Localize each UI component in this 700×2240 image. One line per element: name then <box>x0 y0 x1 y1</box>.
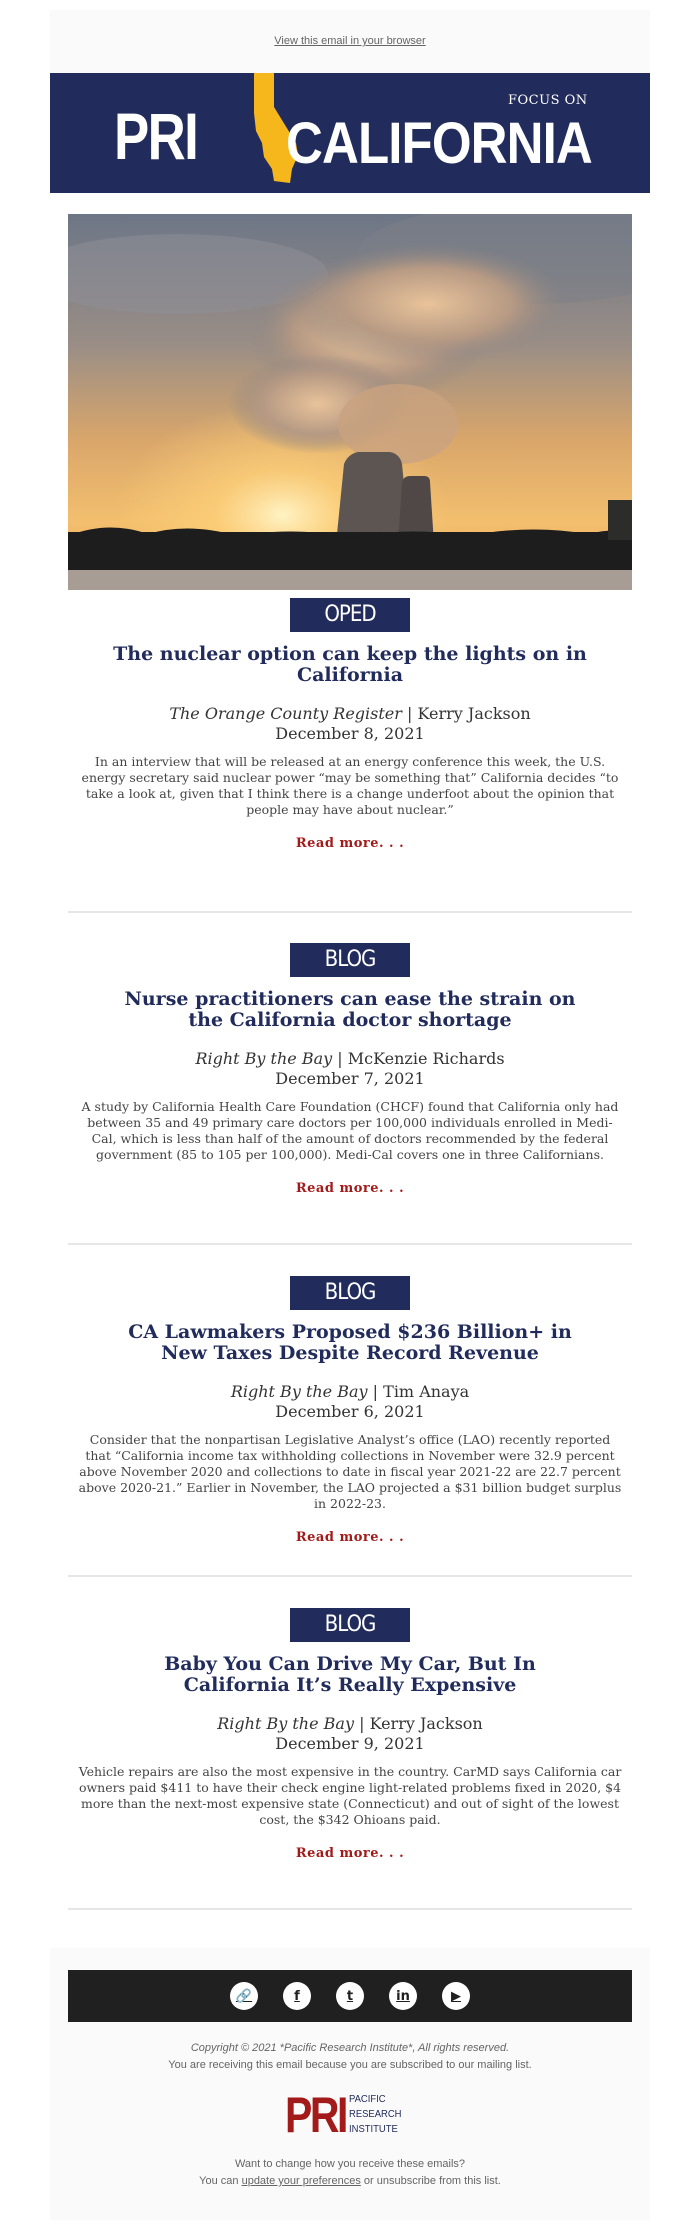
article-tag: OPED <box>290 598 410 632</box>
article-date: December 9, 2021 <box>275 1734 425 1753</box>
section-divider <box>68 1575 632 1577</box>
change-preferences-prompt: Want to change how you receive these emails? <box>234 2158 466 2170</box>
article-author: Kerry Jackson <box>369 1714 483 1733</box>
read-more-link[interactable]: Read more. . . <box>295 1181 405 1196</box>
byline-separator: | <box>372 1382 379 1401</box>
update-preferences-link[interactable]: update your preferences <box>241 2175 361 2187</box>
subscription-reason: You are receiving this email because you are subscribed to our mailing list. <box>168 2059 532 2071</box>
section-divider <box>68 1243 632 1245</box>
article-summary: A study by California Health Care Foundation (CHCF) found that California only had between 35 and 49 primary care doctors per 100,000 individuals enrolled in Medi-Cal, which is less than half of the amount of doctors recommended by the federal government (85 to 105 per 100,000). Medi-Cal covers one in three Californians. <box>81 1099 619 1162</box>
footer <box>50 2040 650 2190</box>
copyright-text: Copyright © 2021 *Pacific Research Institute*, All rights reserved. <box>190 2042 510 2054</box>
preferences-line <box>50 2173 650 2190</box>
facebook-icon[interactable]: f <box>283 1982 311 2010</box>
byline-separator: | <box>337 1049 343 1068</box>
pri-logo-wordmark <box>349 2092 402 2137</box>
email-content <box>50 193 650 1948</box>
article-summary: Vehicle repairs are also the most expensive in the country. CarMD says California car owners paid $411 to have their check engine light-related problems fixed in 2020, $4 more than the next-most expensive state (Connecticut) and out of sight of the lowest cost, the $342 Ohioans paid. <box>78 1764 622 1827</box>
article-tag: BLOG <box>290 1276 410 1310</box>
website-link-icon[interactable]: 🔗 <box>230 1982 258 2010</box>
logo-line: INSTITUTE <box>349 2123 398 2135</box>
article-author: McKenzie Richards <box>347 1049 505 1068</box>
article-date: December 8, 2021 <box>275 724 425 743</box>
article-source: Right By the Bay <box>217 1714 354 1733</box>
byline-separator: | <box>359 1714 365 1733</box>
byline-separator: | <box>407 704 413 723</box>
unsubscribe-text: or unsubscribe from this list. <box>363 2175 501 2187</box>
article-tag: BLOG <box>290 943 410 977</box>
section-divider <box>68 911 632 913</box>
pri-logo-text: PRI <box>114 99 198 173</box>
pri-footer-logo <box>285 2087 415 2143</box>
section-divider <box>68 1908 632 1910</box>
article-author: Kerry Jackson <box>417 704 531 723</box>
preheader <box>50 10 650 74</box>
logo-line: PACIFIC <box>349 2093 386 2105</box>
linkedin-icon[interactable]: in <box>389 1982 417 2010</box>
pri-logo-letters: PRI <box>285 2087 346 2143</box>
article-source: The Orange County Register <box>169 704 402 723</box>
article-headline[interactable]: Nurse practitioners can ease the strain on the California doctor shortage <box>124 988 576 1031</box>
article-1 <box>68 598 632 851</box>
view-in-browser-link[interactable]: View this email in your browser <box>274 35 426 47</box>
header-banner <box>50 73 650 193</box>
article-4 <box>68 1608 632 1861</box>
article-2 <box>68 943 632 1196</box>
article-source: Right By the Bay <box>230 1382 368 1401</box>
article-byline <box>68 1714 632 1734</box>
article-headline[interactable]: Baby You Can Drive My Car, But In California It’s Really Expensive <box>164 1653 536 1696</box>
article-summary: In an interview that will be released at an energy conference this week, the U.S. energy secretary said nuclear power “may be something that” California decides “to take a look at, given that I think there is a change underfoot about the opinion that people may have about nuclear.” <box>81 754 619 817</box>
you-can-text: You can <box>199 2175 239 2187</box>
twitter-icon[interactable]: t <box>336 1982 364 2010</box>
article-byline <box>68 1382 632 1402</box>
article-date: December 7, 2021 <box>275 1069 425 1088</box>
article-byline <box>68 704 632 724</box>
cooling-towers-illustration <box>68 214 632 590</box>
focus-on-label: FOCUS ON <box>508 93 588 108</box>
email-container <box>50 10 650 2220</box>
article-date: December 6, 2021 <box>275 1402 425 1421</box>
article-byline <box>68 1049 632 1069</box>
read-more-link[interactable]: Read more. . . <box>295 1846 405 1861</box>
california-title: CALIFORNIA <box>286 111 592 176</box>
article-headline[interactable]: CA Lawmakers Proposed $236 Billion+ in New Taxes Despite Record Revenue <box>128 1321 572 1364</box>
logo-line: RESEARCH <box>349 2108 402 2120</box>
article-source: Right By the Bay <box>195 1049 333 1068</box>
article-summary: Consider that the nonpartisan Legislative Analyst’s office (LAO) recently reported that “California income tax withholding collections in November were 32.9 percent above November 2020 and collections to date in fiscal year 2021-22 are 22.7 percent above 2020-21.” Earlier in November, the LAO projected a $31 billion budget surplus in 2022-23. <box>78 1432 622 1511</box>
social-links-bar <box>68 1970 632 2022</box>
article-3 <box>68 1276 632 1545</box>
article-headline[interactable]: The nuclear option can keep the lights on in California <box>113 643 587 686</box>
article-author: Tim Anaya <box>383 1382 470 1401</box>
hero-image-cooling-towers <box>68 214 632 590</box>
youtube-icon[interactable]: ▶ <box>442 1982 470 2010</box>
read-more-link[interactable]: Read more. . . <box>295 836 405 851</box>
read-more-link[interactable]: Read more. . . <box>295 1530 405 1545</box>
article-tag: BLOG <box>290 1608 410 1642</box>
